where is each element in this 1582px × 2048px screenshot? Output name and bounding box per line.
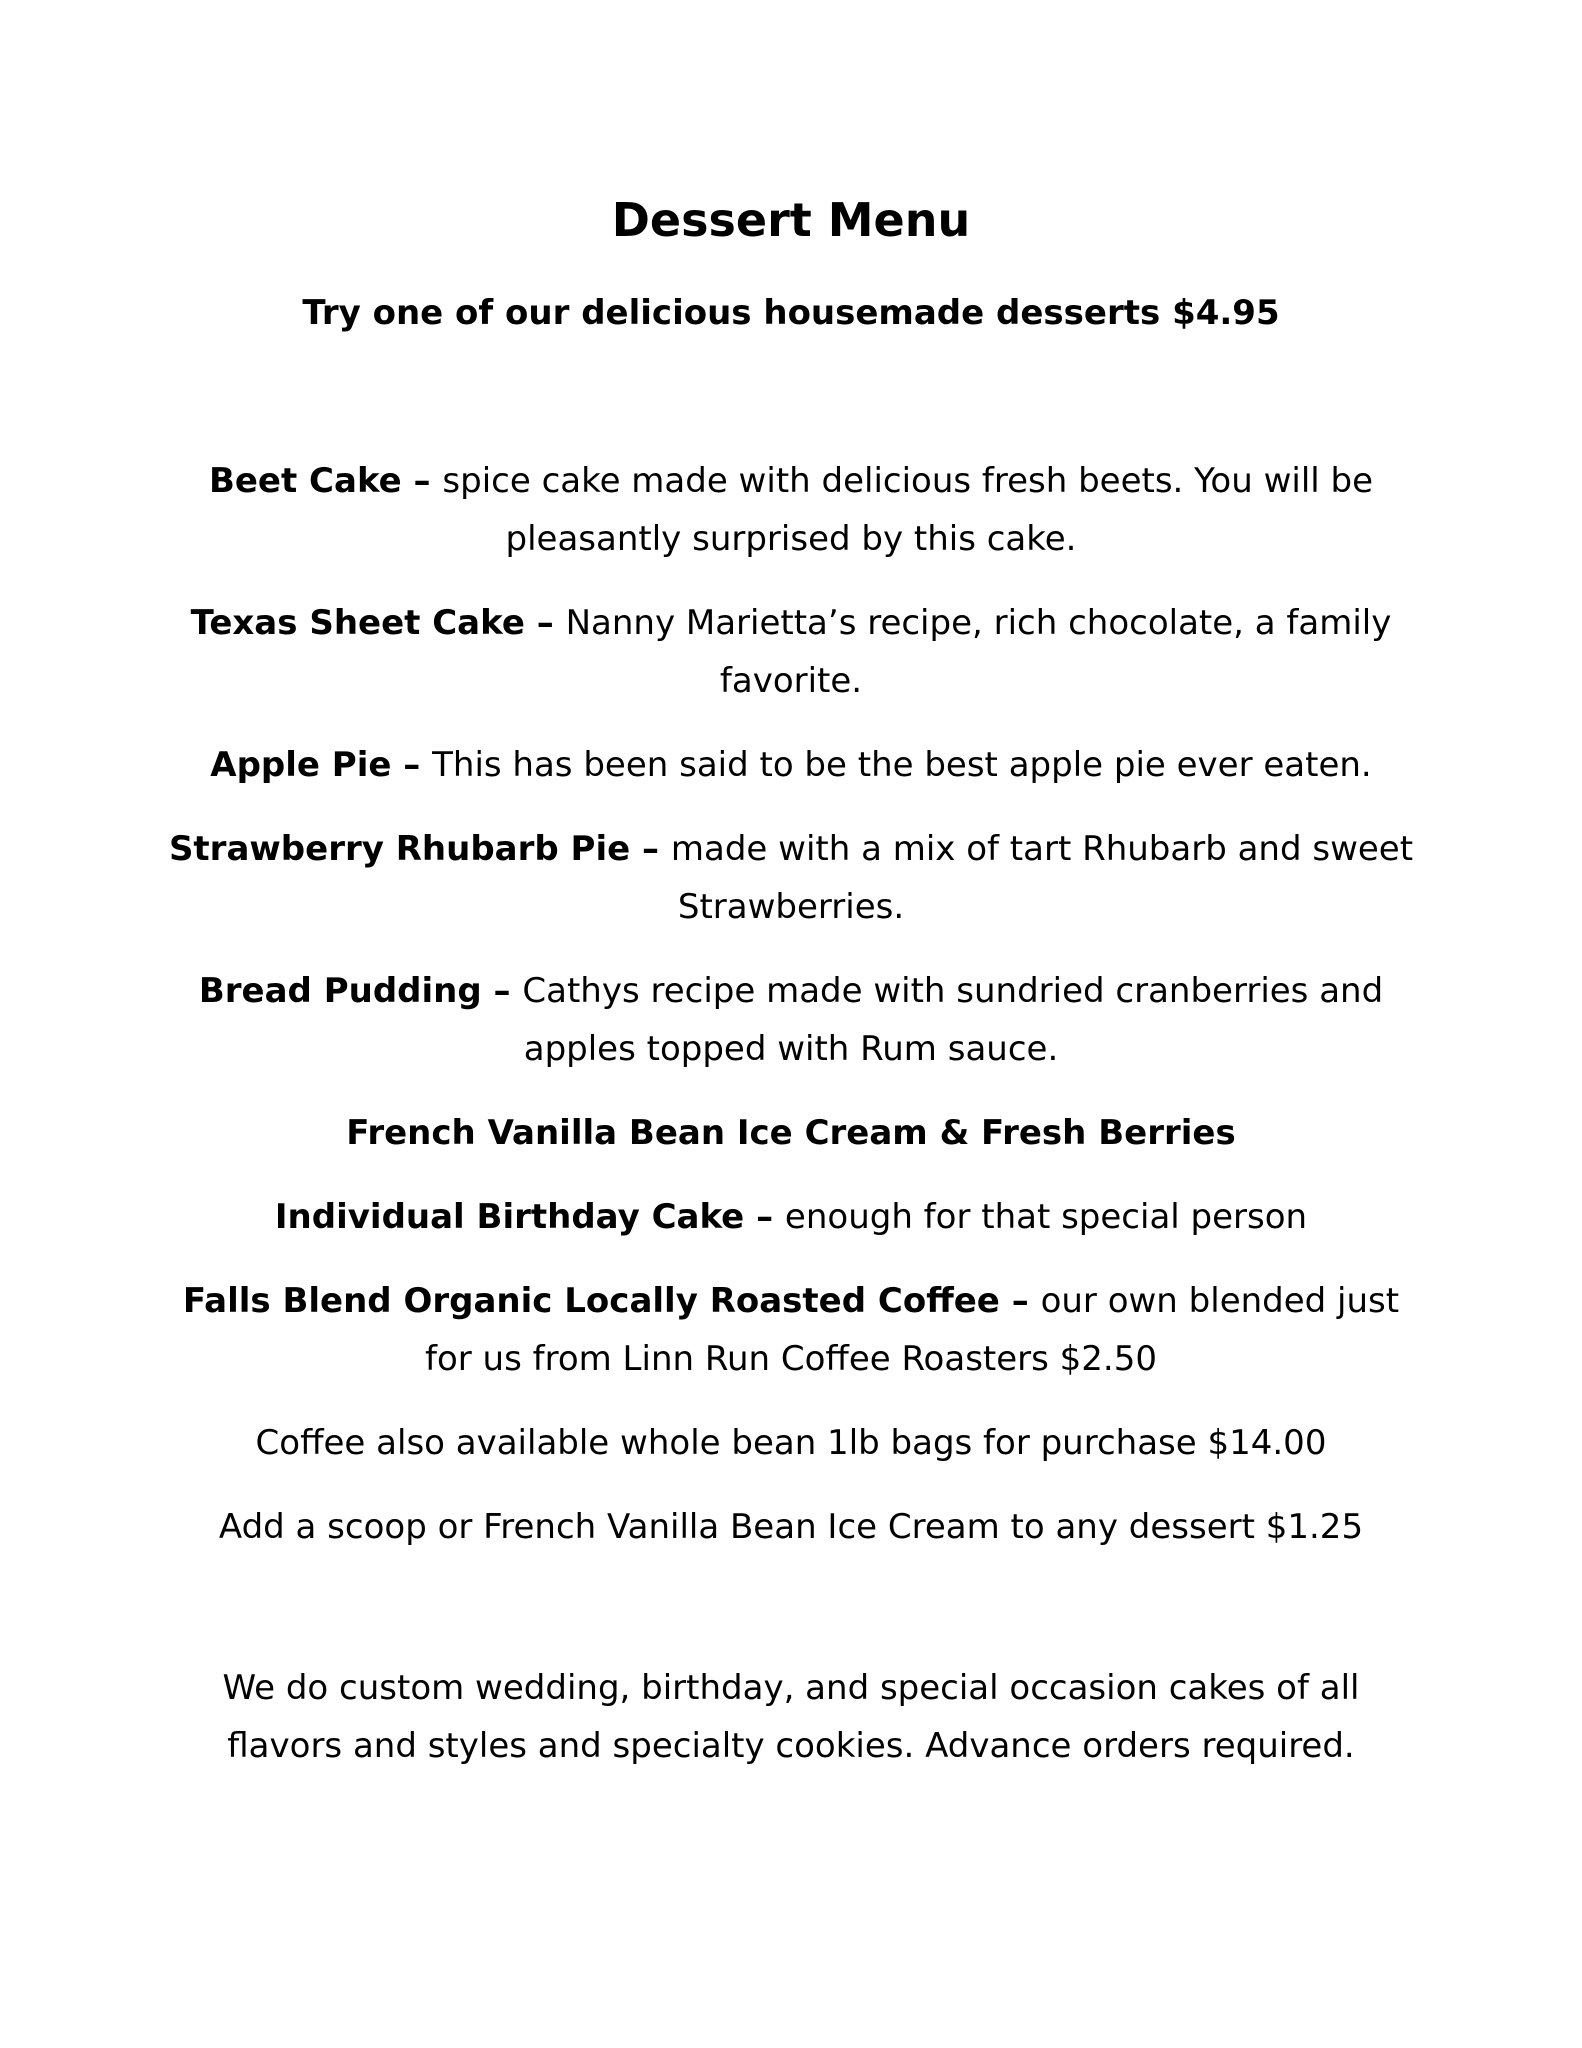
list-item [160, 594, 1422, 710]
item-description: This has been said to be the best apple pie ever eaten. [432, 745, 1372, 785]
list-item [160, 736, 1422, 794]
ice-cream-addon-note: Add a scoop or French Vanilla Bean Ice Cream to any dessert $1.25 [218, 1507, 1364, 1547]
list-item [160, 1272, 1422, 1388]
item-description: spice cake made with delicious fresh beets. You will be pleasantly surprised by this cake. [442, 461, 1374, 559]
item-description: our own blended just for us from Linn Run Coffee Roasters $2.50 [425, 1281, 1400, 1379]
list-item [160, 962, 1422, 1078]
item-description: Cathys recipe made with sundried cranberries and apples topped with Rum sauce. [522, 971, 1384, 1069]
item-name: French Vanilla Bean Ice Cream & Fresh Berries [346, 1113, 1236, 1153]
item-description: enough for that special person [784, 1197, 1308, 1237]
item-description: made with a mix of tart Rhubarb and sweet Strawberries. [670, 829, 1414, 927]
item-name: Individual Birthday Cake [274, 1197, 745, 1237]
list-item [160, 1188, 1422, 1246]
item-name: Apple Pie [210, 745, 392, 785]
custom-cakes-note: We do custom wedding, birthday, and special occasion cakes of all flavors and styles and specialty cookies. Advance orders required. [222, 1668, 1360, 1766]
list-item [160, 820, 1422, 936]
item-name: Texas Sheet Cake [190, 603, 525, 643]
coffee-bags-note: Coffee also available whole bean 1lb bags for purchase $14.00 [255, 1423, 1327, 1463]
item-separator: – [481, 971, 523, 1011]
item-separator: – [401, 461, 443, 501]
item-separator: – [391, 745, 433, 785]
item-name: Strawberry Rhubarb Pie [168, 829, 631, 869]
list-item [160, 452, 1422, 568]
menu-subtitle: Try one of our delicious housemade desserts $4.95 [302, 293, 1280, 333]
item-description: Nanny Marietta’s recipe, rich chocolate, a family favorite. [565, 603, 1392, 701]
item-name: Falls Blend Organic Locally Roasted Coffee [182, 1281, 1000, 1321]
item-separator: – [524, 603, 566, 643]
item-separator: – [630, 829, 671, 869]
page-title: Dessert Menu [611, 193, 971, 247]
list-item [160, 1104, 1422, 1162]
item-separator: – [999, 1281, 1041, 1321]
item-name: Bread Pudding [198, 971, 482, 1011]
dessert-list [160, 452, 1422, 1582]
item-name: Beet Cake [208, 461, 402, 501]
item-separator: – [744, 1197, 785, 1237]
